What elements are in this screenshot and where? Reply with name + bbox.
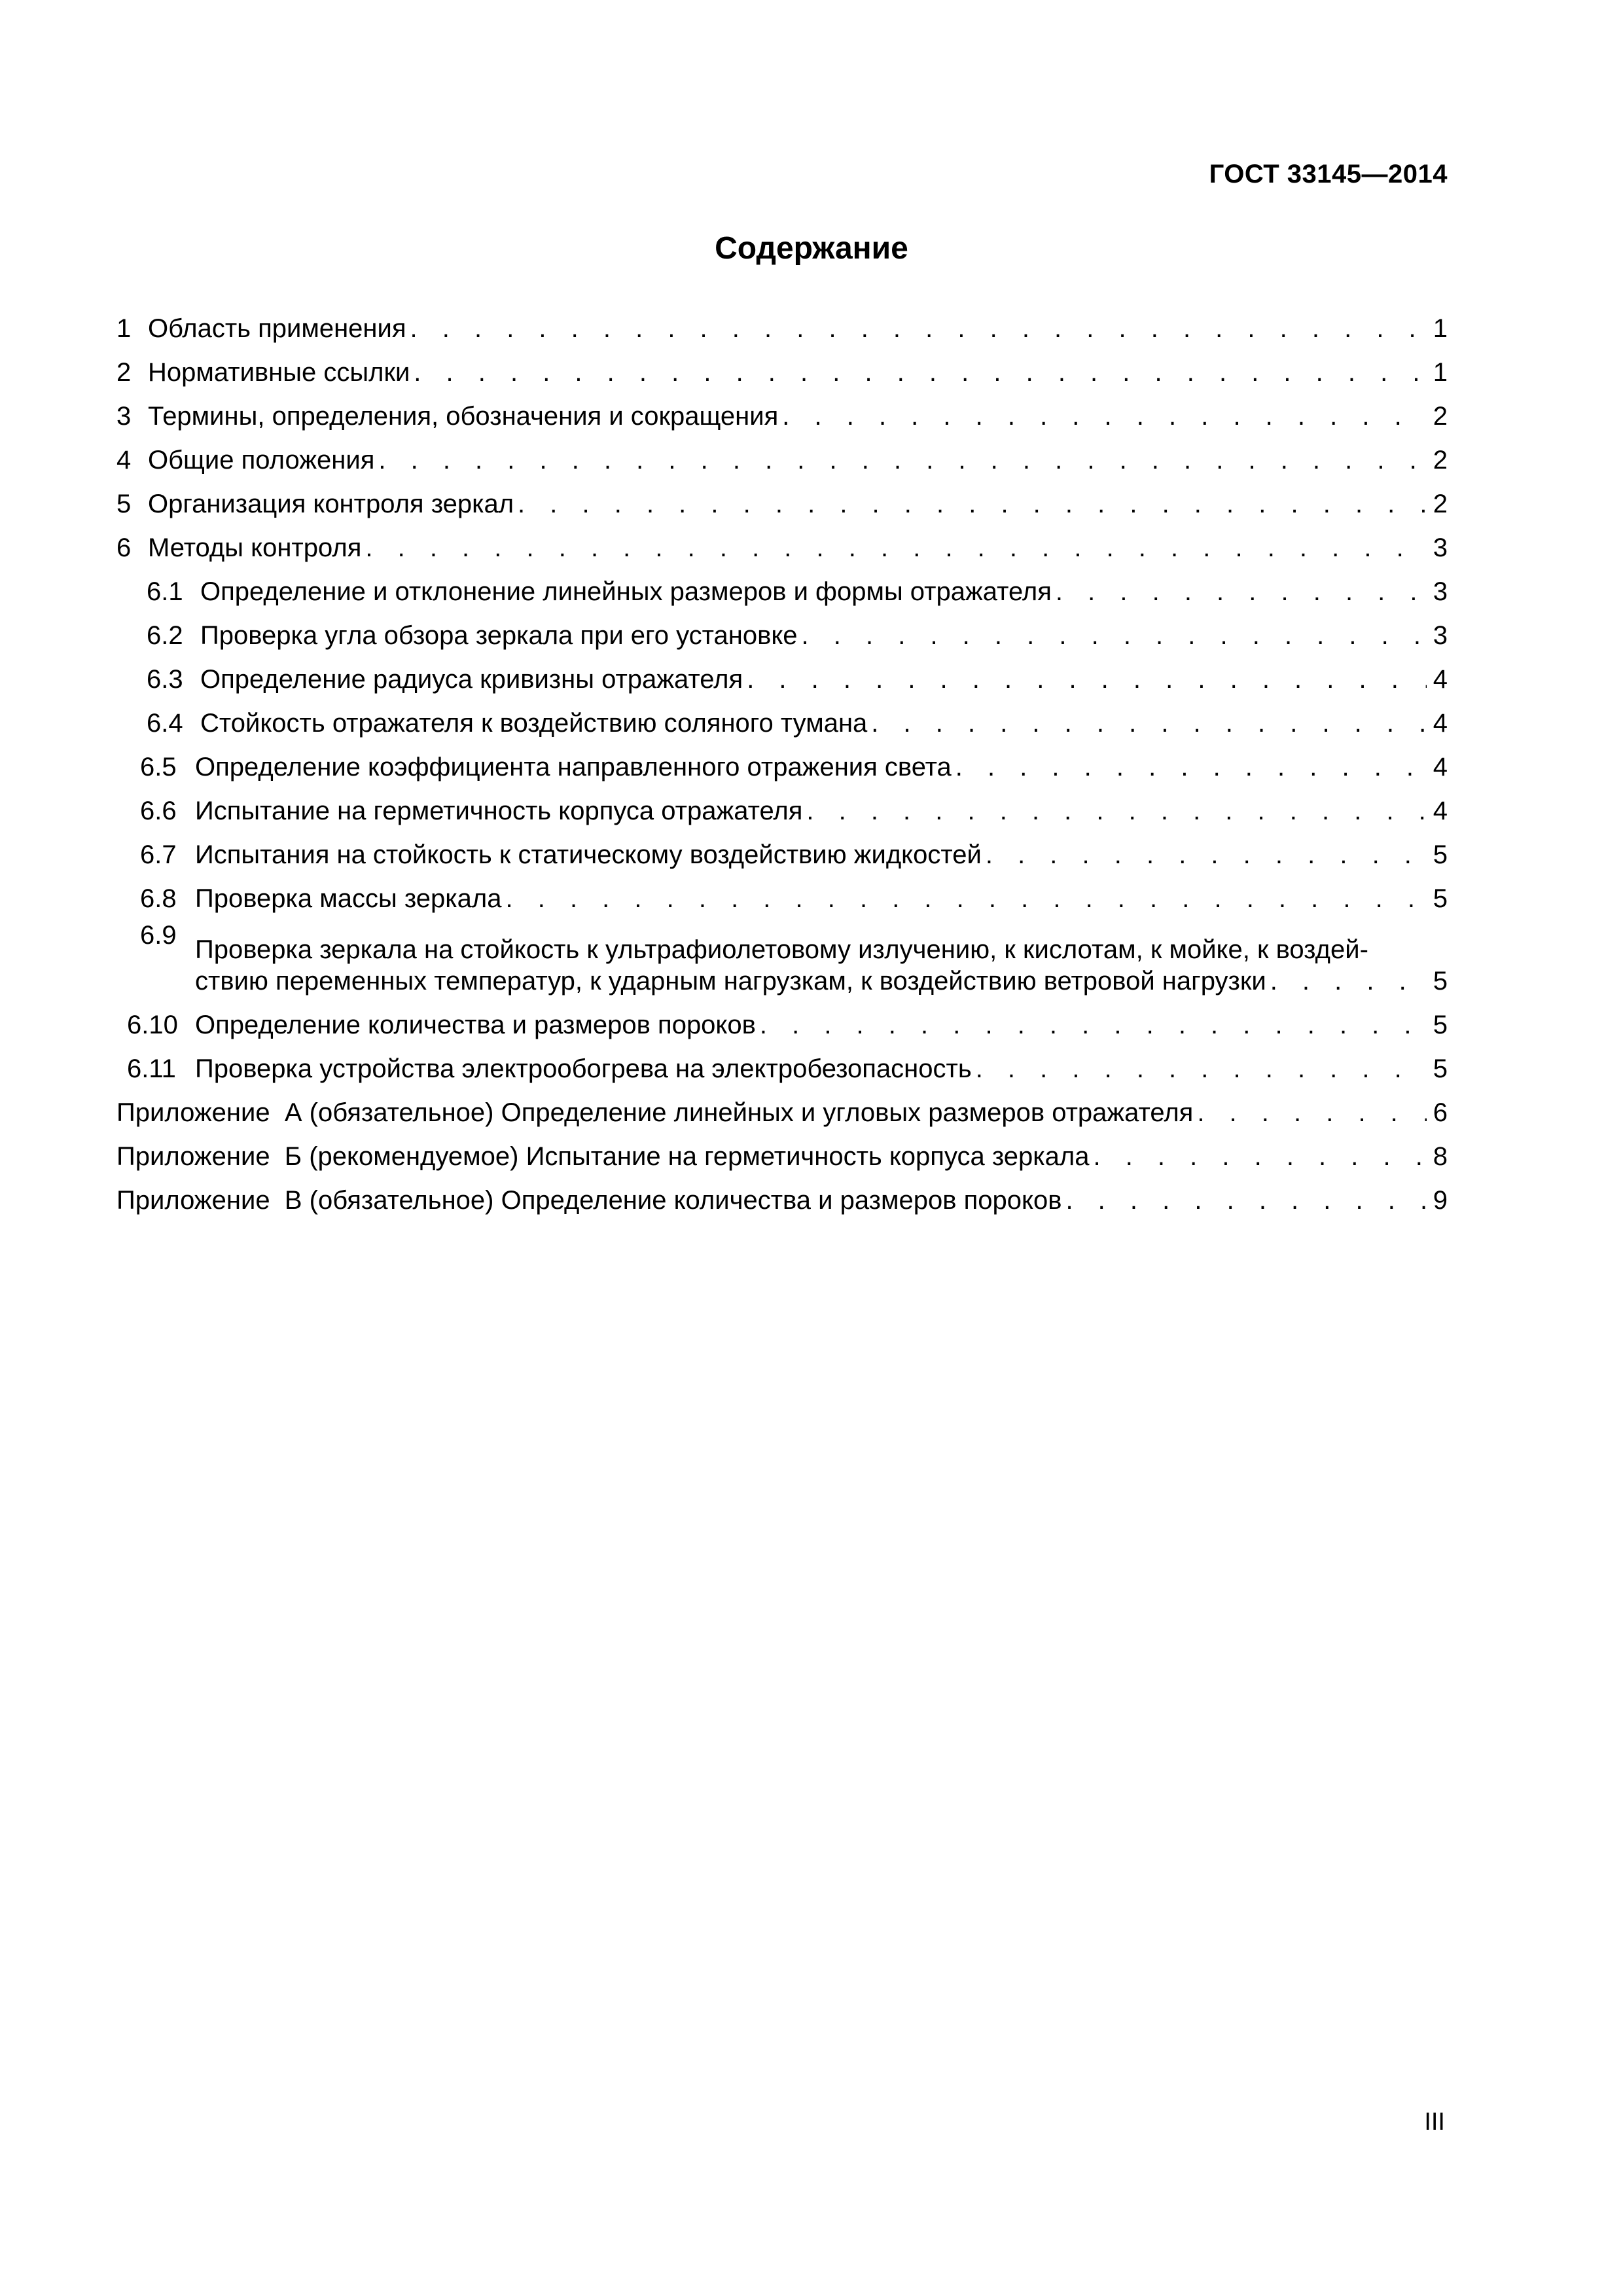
toc-entry-number: 6.2 (147, 621, 183, 650)
dot-leader (986, 839, 1427, 870)
dot-leader (955, 751, 1427, 783)
dot-leader (782, 401, 1427, 432)
toc-entry-title: Проверка массы зеркала (195, 884, 502, 913)
dot-leader (1093, 1141, 1427, 1172)
dot-leader (505, 883, 1427, 914)
toc-entry-2[interactable] (116, 344, 1448, 388)
toc-entry-number: 6 (116, 533, 132, 562)
toc-title: Содержание (715, 231, 908, 266)
dot-leader (760, 1009, 1427, 1041)
toc-entry-title: Приложение Б (рекомендуемое) Испытание на герметичность корпуса зеркала (116, 1142, 1090, 1171)
dot-leader (518, 488, 1427, 520)
toc-entry-1[interactable] (116, 300, 1448, 344)
toc-entry-6-8[interactable] (116, 870, 1448, 914)
toc-entry-6-2[interactable] (116, 607, 1448, 651)
dot-leader (806, 795, 1427, 827)
toc-entry-title-line1: Проверка зеркала на стойкость к ультрафиолетовому излучению, к кислотам, к мойке, к воздей- (195, 935, 1368, 964)
toc-entry-title: Приложение А (обязательное) Определение линейных и угловых размеров отражателя (116, 1098, 1194, 1127)
toc-entry-page: 2 (1433, 446, 1448, 475)
dot-leader (1065, 1185, 1427, 1216)
dot-leader (802, 620, 1427, 651)
toc-entry-page: 4 (1433, 753, 1448, 781)
dot-leader (410, 313, 1427, 344)
toc-entry-page: 9 (1433, 1186, 1448, 1215)
dot-leader (365, 532, 1427, 564)
toc-entry-title: Стойкость отражателя к воздействию соляного тумана (200, 709, 868, 738)
dot-leader (871, 708, 1427, 739)
dot-leader (976, 1053, 1427, 1085)
toc-entry-6-11[interactable] (116, 1041, 1448, 1085)
toc-entry-page: 3 (1433, 621, 1448, 650)
toc-entry-page: 1 (1433, 358, 1448, 387)
toc-entry-title: Испытания на стойкость к статическому воздействию жидкостей (195, 840, 982, 869)
toc-entry-appendix-b[interactable] (116, 1128, 1448, 1172)
dot-leader (378, 444, 1427, 476)
toc-entry-title: Испытание на герметичность корпуса отражателя (195, 797, 803, 825)
toc-entry-page: 5 (1433, 967, 1448, 996)
toc-entry-appendix-a[interactable] (116, 1085, 1448, 1128)
toc-entry-number: 6.6 (140, 797, 177, 825)
toc-entry-number: 2 (116, 358, 132, 387)
page-number: III (1424, 2108, 1445, 2136)
toc-entry-appendix-v[interactable] (116, 1172, 1448, 1216)
toc-entry-number: 6.9 (140, 921, 177, 950)
dot-leader (1197, 1097, 1427, 1128)
toc-entry-page: 1 (1433, 314, 1448, 343)
toc-entry-page: 5 (1433, 884, 1448, 913)
toc-entry-page: 2 (1433, 490, 1448, 518)
toc-entry-page: 6 (1433, 1098, 1448, 1127)
toc-entry-title-line2: ствию переменных температур, к ударным нагрузкам, к воздействию ветровой нагрузки (195, 967, 1266, 996)
toc-entry-page: 5 (1433, 1054, 1448, 1083)
toc-entry-page: 4 (1433, 709, 1448, 738)
toc-entry-6-7[interactable] (116, 827, 1448, 870)
toc-entry-number: 5 (116, 490, 132, 518)
toc-entry-6-6[interactable] (116, 783, 1448, 827)
toc-entry-page: 8 (1433, 1142, 1448, 1171)
toc-entry-number: 6.5 (140, 753, 177, 781)
dot-leader (1270, 965, 1427, 997)
dot-leader (414, 357, 1427, 388)
toc-entry-title: Общие положения (148, 446, 375, 475)
toc-entry-page: 2 (1433, 402, 1448, 431)
toc-entry-number: 6.4 (147, 709, 183, 738)
toc-entry-number: 6.10 (127, 1011, 178, 1039)
toc-entry-title: Область применения (148, 314, 406, 343)
toc-entry-title: Нормативные ссылки (148, 358, 410, 387)
toc-entry-title: Определение коэффициента направленного отражения света (195, 753, 952, 781)
toc-entry-number: 6.8 (140, 884, 177, 913)
dot-leader (1056, 576, 1427, 607)
toc-entry-title: Проверка угла обзора зеркала при его установке (200, 621, 798, 650)
toc-entry-6-5[interactable] (116, 739, 1448, 783)
toc-entry-6-4[interactable] (116, 695, 1448, 739)
toc-entry-title: Определение количества и размеров пороков (195, 1011, 756, 1039)
standard-id: ГОСТ 33145—2014 (1209, 160, 1448, 188)
dot-leader (747, 664, 1427, 695)
toc-entry-number: 6.7 (140, 840, 177, 869)
toc-entry-page: 5 (1433, 1011, 1448, 1039)
toc-entry-title: Определение и отклонение линейных размеров и формы отражателя (200, 577, 1052, 606)
toc-entry-page: 3 (1433, 533, 1448, 562)
table-of-contents (116, 300, 1448, 1216)
toc-entry-page: 3 (1433, 577, 1448, 606)
toc-entry-number: 3 (116, 402, 132, 431)
toc-entry-title: Определение радиуса кривизны отражателя (200, 665, 743, 694)
toc-entry-4[interactable] (116, 432, 1448, 476)
toc-entry-6-9[interactable] (116, 914, 1448, 997)
toc-entry-3[interactable] (116, 388, 1448, 432)
toc-entry-6-3[interactable] (116, 651, 1448, 695)
toc-entry-number: 6.3 (147, 665, 183, 694)
toc-entry-page: 4 (1433, 797, 1448, 825)
toc-entry-6-1[interactable] (116, 564, 1448, 607)
toc-entry-number: 4 (116, 446, 132, 475)
toc-entry-6-10[interactable] (116, 997, 1448, 1041)
toc-entry-5[interactable] (116, 476, 1448, 520)
toc-entry-title: Проверка устройства электрообогрева на электробезопасность (195, 1054, 972, 1083)
toc-entry-number: 6.11 (127, 1054, 176, 1083)
toc-entry-title: Организация контроля зеркал (148, 490, 514, 518)
toc-entry-page: 5 (1433, 840, 1448, 869)
toc-entry-title: Термины, определения, обозначения и сокращения (148, 402, 779, 431)
toc-entry-title: Методы контроля (148, 533, 362, 562)
toc-entry-6[interactable] (116, 520, 1448, 564)
toc-entry-number: 6.1 (147, 577, 183, 606)
toc-entry-title: Приложение В (обязательное) Определение количества и размеров пороков (116, 1186, 1062, 1215)
toc-entry-number: 1 (116, 314, 132, 343)
toc-entry-page: 4 (1433, 665, 1448, 694)
